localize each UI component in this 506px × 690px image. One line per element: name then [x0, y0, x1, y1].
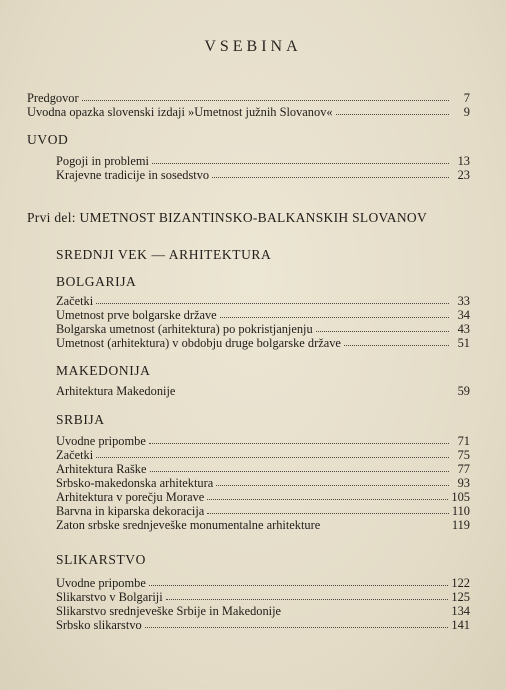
- toc-entry: [56, 294, 470, 308]
- dot-leader: [145, 618, 449, 628]
- toc-entry-label: Uvodne pripombe: [56, 576, 146, 590]
- toc-entry-page: 23: [457, 168, 470, 182]
- toc-entry-label: Uvodne pripombe: [56, 434, 146, 448]
- toc-entry-page: 122: [451, 576, 470, 590]
- dot-leader: [207, 504, 449, 514]
- section-heading-srbija: SRBIJA: [56, 412, 105, 427]
- toc-entry-label: Slikarstvo srednjeveške Srbije in Makedonije: [56, 604, 282, 618]
- toc-entry-page: 9: [463, 105, 470, 119]
- toc-entry: [56, 308, 470, 322]
- dot-leader: [220, 308, 449, 318]
- toc-entry-label: Srbsko slikarstvo: [56, 618, 142, 632]
- part-heading: Prvi del: UMETNOST BIZANTINSKO-BALKANSKIH SLOVANOV: [27, 210, 427, 225]
- toc-entry-page: 33: [457, 294, 470, 308]
- toc-entry-label: Začetki: [56, 294, 94, 308]
- dot-leader: [96, 448, 449, 458]
- toc-entry-label: Slikarstvo v Bolgariji: [56, 590, 163, 604]
- dot-leader: [323, 518, 449, 528]
- subheading-architecture: SREDNJI VEK — ARHITEKTURA: [56, 247, 272, 262]
- toc-entry-label: Predgovor: [27, 91, 79, 105]
- dot-leader: [216, 476, 449, 486]
- dot-leader: [284, 604, 448, 614]
- toc-entry: [27, 105, 470, 119]
- dot-leader: [336, 105, 449, 115]
- toc-entry-label: Umetnost prve bolgarske države: [56, 308, 217, 322]
- section-heading-bolgarija: BOLGARIJA: [56, 274, 137, 289]
- toc-entry-page: 110: [451, 504, 470, 518]
- dot-leader: [149, 434, 449, 444]
- page-title: VSEBINA: [204, 38, 302, 55]
- toc-entry-label: Začetki: [56, 448, 94, 462]
- toc-entry: [56, 168, 470, 182]
- toc-entry-label: Arhitektura v porečju Morave: [56, 490, 205, 504]
- toc-entry-label: Arhitektura Makedonije: [56, 384, 176, 398]
- toc-entry-label: Uvodna opazka slovenski izdaji »Umetnost južnih Slovanov«: [27, 105, 333, 119]
- toc-entry: [56, 576, 470, 590]
- dot-leader: [96, 294, 449, 304]
- dot-leader: [207, 490, 448, 500]
- toc-entry-page: 105: [451, 490, 470, 504]
- toc-entry: [56, 476, 470, 490]
- toc-entry-page: 125: [451, 590, 470, 604]
- toc-entry-page: 75: [457, 448, 470, 462]
- toc-entry: [56, 604, 470, 618]
- toc-entry: [56, 154, 470, 168]
- dot-leader: [316, 322, 449, 332]
- toc-entry-page: 93: [457, 476, 470, 490]
- toc-entry: [56, 322, 470, 336]
- toc-entry-page: 59: [457, 384, 470, 398]
- toc-entry-page: 77: [457, 462, 470, 476]
- dot-leader: [178, 384, 449, 394]
- toc-entry: [56, 434, 470, 448]
- toc-entry: [56, 448, 470, 462]
- toc-entry: [56, 490, 470, 504]
- toc-entry-label: Pogoji in problemi: [56, 154, 149, 168]
- section-heading-makedonija: MAKEDONIJA: [56, 363, 151, 378]
- toc-entry-page: 43: [457, 322, 470, 336]
- toc-entry: [27, 91, 470, 105]
- toc-entry-label: Krajevne tradicije in sosedstvo: [56, 168, 210, 182]
- dot-leader: [149, 576, 449, 586]
- toc-entry: [56, 518, 470, 532]
- toc-entry-page: 134: [451, 604, 470, 618]
- toc-entry-page: 7: [463, 91, 470, 105]
- toc-entry-page: 141: [451, 618, 470, 632]
- toc-entry-label: Srbsko-makedonska arhitektura: [56, 476, 214, 490]
- dot-leader: [152, 154, 449, 164]
- toc-entry-page: 13: [457, 154, 470, 168]
- toc-entry-page: 119: [451, 518, 470, 532]
- toc-entry: [56, 504, 470, 518]
- toc-entry: [56, 618, 470, 632]
- toc-entry: [56, 462, 470, 476]
- toc-entry: [56, 590, 470, 604]
- toc-entry-page: 51: [457, 336, 470, 350]
- toc-entry-label: Arhitektura Raške: [56, 462, 147, 476]
- toc-entry-page: 34: [457, 308, 470, 322]
- toc-entry-label: Bolgarska umetnost (arhitektura) po pokristjanjenju: [56, 322, 313, 336]
- dot-leader: [212, 168, 449, 178]
- dot-leader: [82, 91, 449, 101]
- dot-leader: [150, 462, 450, 472]
- toc-entry-label: Zaton srbske srednjeveške monumentalne arhitekture: [56, 518, 321, 532]
- dot-leader: [344, 336, 449, 346]
- section-heading-slikarstvo: SLIKARSTVO: [56, 552, 147, 567]
- toc-entry-page: 71: [457, 434, 470, 448]
- toc-entry: [56, 336, 470, 350]
- section-heading-uvod: UVOD: [27, 132, 69, 147]
- toc-entry-label: Barvna in kiparska dekoracija: [56, 504, 205, 518]
- dot-leader: [166, 590, 449, 600]
- toc-entry-label: Umetnost (arhitektura) v obdobju druge bolgarske države: [56, 336, 341, 350]
- toc-entry: [56, 384, 470, 398]
